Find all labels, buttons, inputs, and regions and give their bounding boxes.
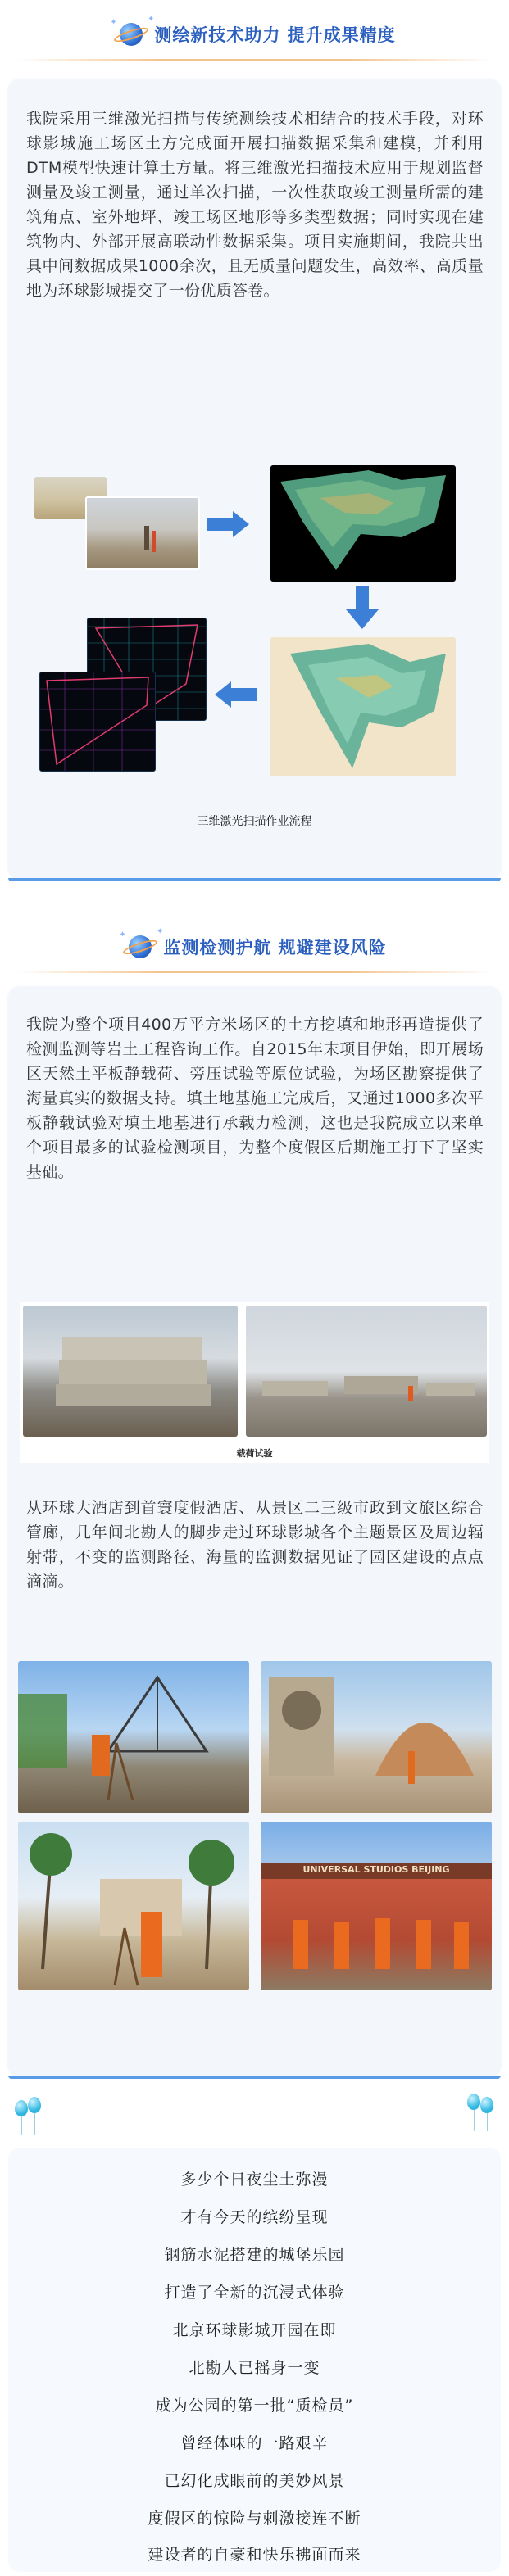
poem-line: 多少个日夜尘土弥漫 <box>180 2171 329 2189</box>
wireframe-model-image-2 <box>39 672 156 772</box>
field-photo-2 <box>85 496 200 570</box>
load-test-photo-1 <box>23 1306 238 1437</box>
arrow-down-icon <box>346 586 379 632</box>
universal-sign-text: UNIVERSAL STUDIOS BEIJING <box>302 1864 450 1875</box>
monitoring-photo-1 <box>18 1661 249 1813</box>
planet-icon: ✦ ✦ <box>113 16 149 52</box>
dtm-model-image <box>270 637 456 776</box>
poem-line: 度假区的惊险与刺激接连不断 <box>148 2510 361 2528</box>
balloon-icon <box>462 2094 503 2143</box>
load-test-photo-2 <box>246 1306 487 1437</box>
paragraph: 从环球大酒店到首寰度假酒店、从景区二三级市政到文旅区综合管廊，几年间北勘人的脚步走过环球影城各个主题景区及周边辐射带，不变的监测路径、海量的监测数据见证了园区建设的点点滴滴。 <box>26 1499 484 1591</box>
paragraph: 我院为整个项目400万平方米场区的土方挖填和地形再造提供了检测监测等岩土工程咨询工作。自2015年末项目伊始，即开展场区天然土平板静载荷、旁压试验等原位试验，为场区勘察提供了海量真实的数据支持。填土地基施工完成后，又通过1000多次平板静载试验对填土地基进行承载力检测，这也是我院成立以来单个项目最多的试验检测项目，为整个度假区后期施工打下了坚实基础。 <box>26 1016 484 1181</box>
poem-line: 钢筋水泥搭建的城堡乐园 <box>164 2246 345 2264</box>
poem-line: 已幻化成眼前的美妙风景 <box>164 2472 345 2490</box>
divider <box>16 971 493 973</box>
card-accent-bar <box>8 878 501 881</box>
poem-line: 成为公园的第一批“质检员” <box>155 2397 354 2415</box>
section-title: 测绘新技术助力 提升成果精度 <box>154 25 396 45</box>
poem-line: 打造了全新的沉浸式体验 <box>164 2284 345 2302</box>
section-title: 监测检测护航 规避建设风险 <box>163 938 387 958</box>
poem-line: 北勘人已摇身一变 <box>189 2359 320 2377</box>
card-accent-bar <box>8 2076 501 2079</box>
monitoring-photo-4 <box>261 1822 492 1990</box>
photo-caption: 载荷试验 <box>236 1448 273 1459</box>
paragraph: 我院采用三维激光扫描与传统测绘技术相结合的技术手段，对环球影城施工场区土方完成面开展扫描数据采集和建模，并利用DTM模型快速计算土方量。将三维激光扫描技术应用于规划监督测量及竣工测量，通过单次扫描，一次性获取竣工测量所需的建筑角点、室外地坪、竣工场区地形等多类型数据；同时实现在建筑物内、外部开展高联动性数据采集。项目实施期间，我院共出具中间数据成果1000余次，且无质量问题发生，高效率、高质量地为环球影城提交了一份优质答卷。 <box>26 110 484 300</box>
figure-caption: 三维激光扫描作业流程 <box>197 815 312 828</box>
monitoring-photo-3 <box>18 1822 249 1990</box>
poem-line: 曾经体味的一路艰辛 <box>180 2434 329 2452</box>
arrow-left-icon <box>215 681 261 708</box>
divider <box>16 59 493 61</box>
content-card-1 <box>8 79 501 878</box>
planet-icon: ✦ ✦ <box>122 929 158 965</box>
content-card-2 <box>8 986 501 2076</box>
balloon-icon <box>8 2097 49 2146</box>
section-header-1 <box>0 3 509 66</box>
monitoring-photo-2 <box>261 1661 492 1813</box>
section-header-2 <box>0 916 509 978</box>
poem-line: 才有今天的缤纷呈现 <box>180 2208 329 2226</box>
poem-line: 建设者的自豪和快乐拂面而来 <box>148 2546 361 2564</box>
point-cloud-image <box>270 465 456 582</box>
load-test-figure <box>20 1302 489 1463</box>
poem-line: 北京环球影城开园在即 <box>172 2321 337 2339</box>
workflow-figure <box>8 465 501 793</box>
